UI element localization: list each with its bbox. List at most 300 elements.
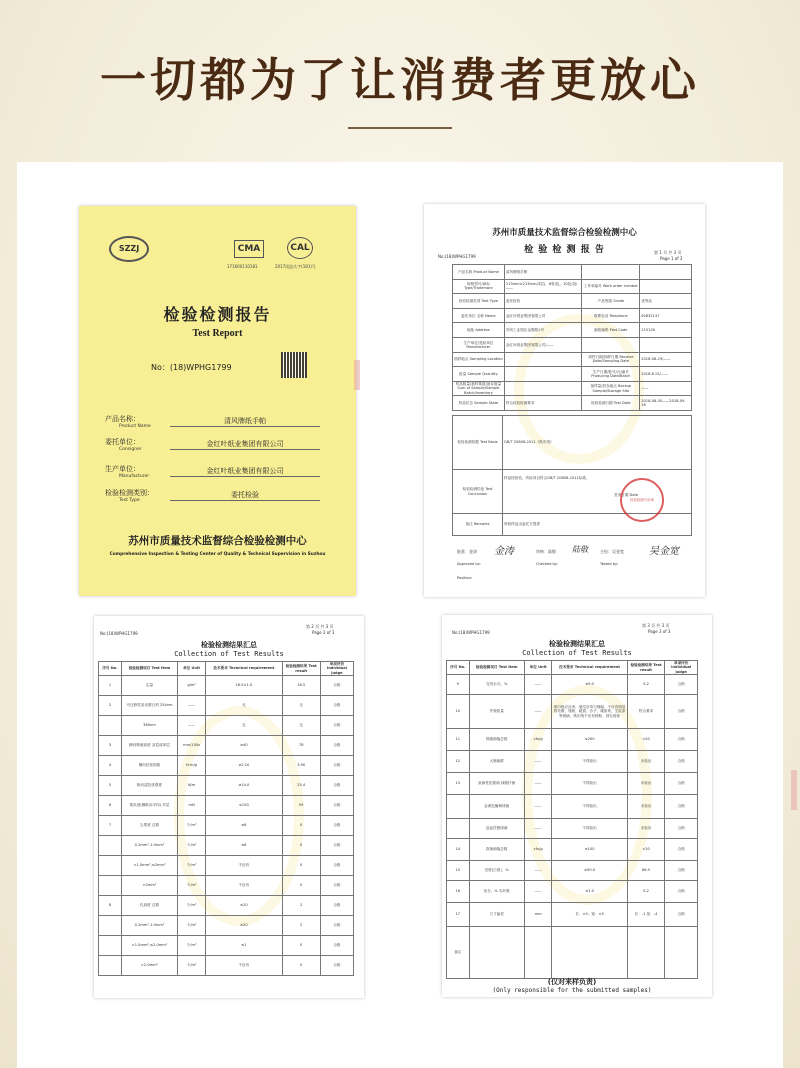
table-cell: >1.0mm²,≤2mm² bbox=[121, 856, 177, 876]
table-cell: ≥40 bbox=[206, 736, 283, 756]
table-cell: 合格 bbox=[665, 881, 698, 903]
table-cell: 不得检出 bbox=[552, 773, 627, 795]
table-cell: 尺寸偏差 bbox=[469, 903, 524, 927]
table-cell: 3.90 bbox=[282, 756, 320, 776]
table-cell bbox=[582, 265, 640, 280]
table-cell: 10 bbox=[447, 695, 470, 729]
tested-signature: 吴金宽 bbox=[649, 546, 679, 557]
table-cell: 12 bbox=[447, 751, 470, 773]
table-header: 序号 No. bbox=[99, 662, 122, 676]
table-cell: 个/m² bbox=[178, 856, 206, 876]
table-row bbox=[99, 876, 354, 896]
table-row bbox=[453, 323, 692, 338]
basis-label: 检验检测依据 Test Basis bbox=[453, 416, 503, 470]
cma-mark: CMA bbox=[234, 240, 264, 258]
table-row bbox=[453, 396, 692, 411]
results-title-en: Collection of Test Results bbox=[174, 650, 284, 658]
conclusion-value: 样品经检验，所检项目符合GB/T 20808-2011标准。 bbox=[504, 476, 590, 480]
table-cell: 批量 Sample Quantity bbox=[453, 367, 505, 382]
field-sub: Manufacturer bbox=[119, 474, 150, 479]
table-cell: <20 bbox=[627, 839, 665, 861]
table-cell: 合格 bbox=[665, 861, 698, 881]
table-row bbox=[99, 676, 354, 696]
results-footer-cn: (仅对来样负责) bbox=[547, 978, 597, 986]
table-header: 单位 Unit bbox=[524, 661, 552, 675]
edge-mark bbox=[791, 770, 797, 810]
table-cell: 0.2mm²-1.0mm² bbox=[121, 836, 177, 856]
table-cell: 11 bbox=[447, 729, 470, 751]
table-cell: 符合检验检测要求 bbox=[504, 396, 582, 411]
table-cell: 金红叶纸业集团有限公司 bbox=[504, 308, 582, 323]
table-cell: 个/m² bbox=[178, 916, 206, 936]
table-cell bbox=[552, 927, 627, 979]
page-cn: 第 1 页 共 3 页 bbox=[654, 250, 682, 255]
table-cell: 到样日期/抽样日期 Receive Date/Sampling Date bbox=[582, 352, 640, 367]
table-cell: 16 bbox=[447, 881, 470, 903]
center-name: 苏州市质量技术监督综合检验检测中心 bbox=[492, 228, 637, 238]
table-cell: 个/m² bbox=[178, 936, 206, 956]
cover-field-manufacturer bbox=[105, 464, 335, 488]
table-cell: 合格 bbox=[320, 876, 353, 896]
table-cell: 金红叶纸业集团有限公司/—— bbox=[504, 337, 582, 352]
qr-code-icon bbox=[281, 352, 307, 378]
table-cell: 细菌菌落总数 bbox=[469, 729, 524, 751]
table-cell: 合格 bbox=[320, 776, 353, 796]
table-cell: 95 bbox=[282, 796, 320, 816]
table-row bbox=[453, 279, 692, 294]
table-cell: 产品名称 Product Name bbox=[453, 265, 505, 280]
table-cell: 产品等级 Grade bbox=[582, 294, 640, 309]
table-cell: 纵向湿抗张强度 bbox=[121, 776, 177, 796]
page-en: Page 1 of 3 bbox=[660, 256, 683, 261]
table-cell: 合格 bbox=[320, 716, 353, 736]
table-row bbox=[99, 736, 354, 756]
table-cell bbox=[504, 381, 582, 396]
table-cell: 样品状态 Sample State bbox=[453, 396, 505, 411]
table-cell: 规格型号/商标 Type/Trademark bbox=[453, 279, 505, 294]
table-row bbox=[99, 956, 354, 976]
table-cell: 1 bbox=[99, 676, 122, 696]
cover-field-product bbox=[105, 414, 335, 438]
cover-title-cn: 检验检测报告 bbox=[163, 305, 272, 324]
page-headline: 一切都为了让消费者更放心 bbox=[100, 53, 700, 107]
table-cell bbox=[99, 836, 122, 856]
table-row bbox=[99, 836, 354, 856]
table-cell: 2018-08-30——2018-09-18 bbox=[640, 396, 692, 411]
table-cell: 16.5±1.0 bbox=[206, 676, 283, 696]
table-cell: 委托检验 bbox=[504, 294, 582, 309]
cover-title-en: Test Report bbox=[192, 328, 243, 339]
position-label: Position: bbox=[457, 576, 473, 580]
table-cell: 不应有 bbox=[206, 856, 283, 876]
table-cell: 合格 bbox=[320, 856, 353, 876]
cma-number: 171600110181 bbox=[227, 264, 258, 269]
table-cell: 合格 bbox=[665, 751, 698, 773]
table-cell: 365nm bbox=[121, 716, 177, 736]
report-info-table bbox=[452, 264, 692, 411]
table-cell: 8 bbox=[99, 896, 122, 916]
table-cell: 合格 bbox=[320, 916, 353, 936]
table-row bbox=[453, 265, 692, 280]
table-cell: 金黄色葡萄球菌 bbox=[469, 795, 524, 819]
table-cell: 孔洞度 总数 bbox=[121, 896, 177, 916]
table-row bbox=[99, 916, 354, 936]
table-row bbox=[99, 936, 354, 956]
table-cell bbox=[447, 819, 470, 839]
report-no: No:(18)WPHG1799 bbox=[438, 254, 476, 259]
field-label: 产品名称： bbox=[105, 415, 140, 423]
field-value: 委托检验 bbox=[231, 491, 259, 499]
table-cell bbox=[627, 927, 665, 979]
table-cell: 合格 bbox=[320, 756, 353, 776]
table-cell: ≤1 bbox=[206, 936, 283, 956]
report-page-1 bbox=[424, 204, 705, 597]
table-cell: 62832137 bbox=[640, 308, 692, 323]
table-cell: 17 bbox=[447, 903, 470, 927]
cal-number: 2017质监认字(181)号 bbox=[275, 264, 316, 269]
table-header: 单项评价 Individual judge bbox=[665, 661, 698, 675]
table-row bbox=[447, 773, 698, 795]
table-cell: —— bbox=[524, 881, 552, 903]
edge-mark bbox=[354, 360, 360, 390]
table-row bbox=[453, 294, 692, 309]
table-cell bbox=[99, 916, 122, 936]
table-cell: 定量 bbox=[121, 676, 177, 696]
table-cell: 外观质量 bbox=[469, 695, 524, 729]
results-footer-en: (Only responsible for the submitted samples) bbox=[492, 987, 652, 994]
report-title: 检 验 检 测 报 告 bbox=[524, 245, 605, 255]
field-value: 金红叶纸业集团有限公司 bbox=[206, 467, 284, 475]
table-cell: 合格 bbox=[320, 896, 353, 916]
table-cell: 不得检出 bbox=[552, 751, 627, 773]
approved-label: 批准：金涛 bbox=[457, 549, 477, 554]
table-header: 检验检测项目 Test Item bbox=[121, 662, 177, 676]
table-row bbox=[447, 751, 698, 773]
table-cell: ≥2.10 bbox=[206, 756, 283, 776]
cover-report-no: No：(18)WPHG1799 bbox=[151, 363, 232, 372]
table-cell: 个/m² bbox=[178, 876, 206, 896]
table-cell: 灰分，% 木纤维 bbox=[469, 881, 524, 903]
table-cell: 4 bbox=[99, 756, 122, 776]
table-cell bbox=[640, 337, 692, 352]
table-cell: cfu/g bbox=[524, 729, 552, 751]
page-en: Page 3 of 3 bbox=[648, 629, 671, 634]
cover-footer-cn: 苏州市质量技术监督综合检验检测中心 bbox=[128, 535, 307, 547]
table-cell: 横向抗张指数 bbox=[121, 756, 177, 776]
field-label: 检验检测类别： bbox=[105, 489, 154, 497]
table-cell: 地址 Address bbox=[453, 323, 505, 338]
table-cell: 16.5 bbox=[282, 676, 320, 696]
cover-field-consigner bbox=[105, 437, 335, 461]
table-cell: 不应有 bbox=[206, 876, 283, 896]
table-cell: 合格 bbox=[665, 795, 698, 819]
table-row bbox=[453, 367, 692, 382]
table-cell: 合格 bbox=[665, 695, 698, 729]
table-cell: N/m bbox=[178, 776, 206, 796]
page-cn: 第 2 页 共 3 页 bbox=[306, 624, 334, 629]
field-label: 生产单位： bbox=[105, 465, 140, 473]
szzj-logo: SZZJ bbox=[109, 236, 149, 262]
table-cell: 清风牌纸手帕 bbox=[504, 265, 582, 280]
table-cell: 邮政编码 Post Code bbox=[582, 323, 640, 338]
table-cell: —— bbox=[524, 695, 552, 729]
table-cell: 2 bbox=[282, 896, 320, 916]
table-header: 序号 No. bbox=[447, 661, 470, 675]
table-cell: 溶血性链球菌 bbox=[469, 819, 524, 839]
table-row bbox=[447, 927, 698, 979]
table-cell: 不得检出 bbox=[552, 819, 627, 839]
official-stamp-icon: 检验检测专用章 bbox=[620, 478, 664, 522]
table-row bbox=[453, 308, 692, 323]
table-cell: 个/m² bbox=[178, 896, 206, 916]
table-cell: 5.2 bbox=[627, 675, 665, 695]
table-cell: 合格 bbox=[320, 796, 353, 816]
table-header: 检验检测项目 Test Item bbox=[469, 661, 524, 675]
table-cell: 联系电话 Telephone bbox=[582, 308, 640, 323]
cover-field-test-type bbox=[105, 488, 335, 512]
table-cell: 纸巾纸应洁净，皱纹应均匀细腻，不应有明显的死褶、残缺、破损、沙子、硬质块、生胶条等纸病，纸巾纸不应有掉粉、掉毛现象 bbox=[552, 695, 627, 729]
table-cell: 长：-1 宽：-4 bbox=[627, 903, 665, 927]
table-row bbox=[99, 816, 354, 836]
table-cell: >1.0mm²,≤2.0mm² bbox=[121, 936, 177, 956]
table-cell: 0 bbox=[282, 876, 320, 896]
table-cell: 长：±5；宽：±5 bbox=[552, 903, 627, 927]
tested-label: 主检：吴金宽 bbox=[600, 549, 624, 554]
table-cell: 15 bbox=[447, 861, 470, 881]
report-no: No:(18)WPHG1799 bbox=[452, 630, 490, 635]
table-cell: —— bbox=[524, 795, 552, 819]
table-cell: ≤1.0 bbox=[552, 881, 627, 903]
table-cell: 合格 bbox=[665, 773, 698, 795]
table-row bbox=[453, 337, 692, 352]
table-cell: ≤6 bbox=[206, 816, 283, 836]
table-row bbox=[447, 839, 698, 861]
table-row bbox=[447, 695, 698, 729]
table-row bbox=[99, 896, 354, 916]
table-cell: 检验检测类别 Test Type bbox=[453, 294, 505, 309]
table-cell: g/m² bbox=[178, 676, 206, 696]
table-cell: 致病性化脓菌 绿脓杆菌 bbox=[469, 773, 524, 795]
table-header: 技术要求 Technical requirement bbox=[206, 662, 283, 676]
table-cell bbox=[504, 367, 582, 382]
table-header: 检验检测结果 Test result bbox=[282, 662, 320, 676]
table-cell: 无 bbox=[206, 696, 283, 716]
table-cell: 7 bbox=[99, 816, 122, 836]
table-cell: 备注 bbox=[447, 927, 470, 979]
table-row bbox=[447, 795, 698, 819]
table-cell: 备样量/封存地点 Backup Sample/Storage Site bbox=[582, 381, 640, 396]
table-cell: 未检出 bbox=[627, 819, 665, 839]
report-no: No:(18)WPHG1799 bbox=[100, 631, 138, 636]
table-cell: 合格 bbox=[320, 956, 353, 976]
table-cell: —— bbox=[178, 696, 206, 716]
table-cell bbox=[447, 795, 470, 819]
results-title-cn: 检验检测结果汇总 bbox=[549, 640, 605, 648]
table-cell: 可迁移性荧光增白剂 254nm bbox=[121, 696, 177, 716]
headline-underline bbox=[348, 127, 452, 129]
remarks-value: 所检样品由委托方提供 bbox=[503, 514, 692, 536]
results-table-p2 bbox=[98, 661, 354, 976]
table-row bbox=[453, 352, 692, 367]
cal-mark: CAL bbox=[287, 237, 313, 259]
table-cell: 合格 bbox=[320, 696, 353, 716]
table-cell: 个/m² bbox=[178, 836, 206, 856]
table-cell: 真菌菌落总数 bbox=[469, 839, 524, 861]
table-cell: 检验检测日期 Test Date bbox=[582, 396, 640, 411]
table-row bbox=[99, 696, 354, 716]
table-cell: 9 bbox=[447, 675, 470, 695]
table-cell bbox=[640, 279, 692, 294]
checked-signature: 陆敬 bbox=[572, 545, 588, 554]
table-row bbox=[453, 381, 692, 396]
table-cell bbox=[582, 337, 640, 352]
table-cell: 样品数量/抽样基数/备存数量 Sum of Sample/Sample Batch/Inventory bbox=[453, 381, 505, 396]
table-cell: 柔软度(横纵向平均) 多层 bbox=[121, 796, 177, 816]
report-cover bbox=[79, 206, 356, 596]
results-page-2 bbox=[94, 616, 364, 998]
table-header: 单位 Unit bbox=[178, 662, 206, 676]
table-header: 技术要求 Technical requirement bbox=[552, 661, 627, 675]
table-cell: 苏州工业园区金胜路1号 bbox=[504, 323, 582, 338]
table-cell: 委托单位 名称 Name bbox=[453, 308, 505, 323]
table-cell: ≤9.0 bbox=[552, 675, 627, 695]
table-cell: cfu/g bbox=[524, 839, 552, 861]
table-cell: <20 bbox=[627, 729, 665, 751]
page-cn: 第 3 页 共 3 页 bbox=[642, 623, 670, 628]
table-cell bbox=[640, 265, 692, 280]
results-title-cn: 检验检测结果汇总 bbox=[201, 641, 257, 649]
table-cell: 0 bbox=[282, 836, 320, 856]
table-cell: —— bbox=[640, 381, 692, 396]
table-cell bbox=[99, 936, 122, 956]
table-cell: 大肠菌群 bbox=[469, 751, 524, 773]
table-cell: 交货水分，% bbox=[469, 675, 524, 695]
remarks-label: 备注 Remarks bbox=[453, 514, 503, 536]
table-cell: 25.4 bbox=[282, 776, 320, 796]
table-cell: 横向吸液高度 双层成单层 bbox=[121, 736, 177, 756]
table-row bbox=[99, 796, 354, 816]
field-value: 金红叶纸业集团有限公司 bbox=[206, 440, 284, 448]
table-cell: 2 bbox=[282, 916, 320, 936]
table-cell: ≤150 bbox=[206, 796, 283, 816]
table-cell: 0 bbox=[282, 936, 320, 956]
table-row bbox=[99, 716, 354, 736]
table-cell: 合格 bbox=[665, 819, 698, 839]
field-sub: Test Type bbox=[119, 498, 140, 503]
table-cell bbox=[99, 856, 122, 876]
table-cell bbox=[469, 927, 524, 979]
table-cell: 亮度(白度)，% bbox=[469, 861, 524, 881]
table-cell: 13 bbox=[447, 773, 470, 795]
table-cell: —— bbox=[524, 861, 552, 881]
table-cell: 0 bbox=[282, 816, 320, 836]
table-cell: 2 bbox=[99, 696, 122, 716]
table-cell: 215126 bbox=[640, 323, 692, 338]
results-table-p3 bbox=[446, 660, 698, 979]
table-cell: 无 bbox=[206, 716, 283, 736]
table-cell bbox=[524, 927, 552, 979]
table-cell: ≤20 bbox=[206, 896, 283, 916]
basis-value: GB/T 20808-2011《纸巾纸》 bbox=[503, 416, 692, 470]
table-cell: 0.2 bbox=[627, 881, 665, 903]
table-cell: 5 bbox=[99, 776, 122, 796]
table-cell: —— bbox=[524, 819, 552, 839]
table-cell: 合格 bbox=[320, 936, 353, 956]
field-sub: Consigner bbox=[119, 447, 142, 452]
table-cell: 14 bbox=[447, 839, 470, 861]
table-row bbox=[99, 776, 354, 796]
table-cell bbox=[665, 927, 698, 979]
table-cell: 合格 bbox=[665, 729, 698, 751]
table-cell: 78 bbox=[282, 736, 320, 756]
table-cell: 213mm×213mm(3层)，8张/包，10包/袋/—— bbox=[504, 279, 582, 294]
table-cell: ≤200 bbox=[552, 729, 627, 751]
table-cell: 优等品 bbox=[640, 294, 692, 309]
table-cell: 生产单位/受检单位 Manufacturer bbox=[453, 337, 505, 352]
table-cell: 未检出 bbox=[627, 751, 665, 773]
table-cell: 合格 bbox=[320, 816, 353, 836]
table-cell: 尘埃度 总数 bbox=[121, 816, 177, 836]
field-value: 清风牌纸手帕 bbox=[224, 417, 266, 425]
field-label: 委托单位： bbox=[105, 438, 140, 446]
table-cell bbox=[504, 352, 582, 367]
report-basis-table bbox=[452, 415, 692, 536]
approved-en: Approved by: bbox=[457, 562, 481, 566]
table-cell: 符合要求 bbox=[627, 695, 665, 729]
table-cell: 不应有 bbox=[206, 956, 283, 976]
table-cell: >2mm² bbox=[121, 876, 177, 896]
table-cell: —— bbox=[178, 716, 206, 736]
table-cell: 未检出 bbox=[627, 773, 665, 795]
table-cell: >2.0mm² bbox=[121, 956, 177, 976]
table-cell: ≤100 bbox=[552, 839, 627, 861]
table-row bbox=[447, 729, 698, 751]
table-cell: 未检出 bbox=[627, 795, 665, 819]
results-title-en: Collection of Test Results bbox=[522, 649, 632, 657]
table-cell: 合格 bbox=[665, 903, 698, 927]
table-cell: 2018.8.15/—— bbox=[640, 367, 692, 382]
table-cell: mm/100s bbox=[178, 736, 206, 756]
table-cell: 工作单编号 Work order number bbox=[582, 279, 640, 294]
table-cell: 0 bbox=[282, 956, 320, 976]
table-cell: mN bbox=[178, 796, 206, 816]
checked-en: Checked by: bbox=[536, 562, 558, 566]
table-cell: —— bbox=[524, 751, 552, 773]
table-row bbox=[99, 856, 354, 876]
table-cell: N·m/g bbox=[178, 756, 206, 776]
table-cell: 无 bbox=[282, 696, 320, 716]
table-header: 检验检测结果 Test result bbox=[627, 661, 665, 675]
table-cell: 生产日期/批号/台/编号 Producing Date/Batch bbox=[582, 367, 640, 382]
table-cell bbox=[99, 716, 122, 736]
table-cell: 合格 bbox=[665, 675, 698, 695]
table-row bbox=[447, 903, 698, 927]
issue-date: 签发日期 Date bbox=[614, 492, 639, 497]
table-cell: ≤6 bbox=[206, 836, 283, 856]
table-cell: 合格 bbox=[320, 836, 353, 856]
table-cell: 6 bbox=[99, 796, 122, 816]
table-cell: ≤20 bbox=[206, 916, 283, 936]
table-row bbox=[99, 756, 354, 776]
table-cell: —— bbox=[524, 675, 552, 695]
table-cell: 合格 bbox=[320, 736, 353, 756]
approved-signature: 金涛 bbox=[494, 546, 514, 557]
table-cell: mm bbox=[524, 903, 552, 927]
cover-footer-en: Comprehensive Inspection & Testing Center of Quality & Technical Supervision in Suzhou bbox=[109, 552, 326, 557]
table-cell: 合格 bbox=[320, 676, 353, 696]
table-cell: ≤90.0 bbox=[552, 861, 627, 881]
table-cell: 个/m² bbox=[178, 816, 206, 836]
